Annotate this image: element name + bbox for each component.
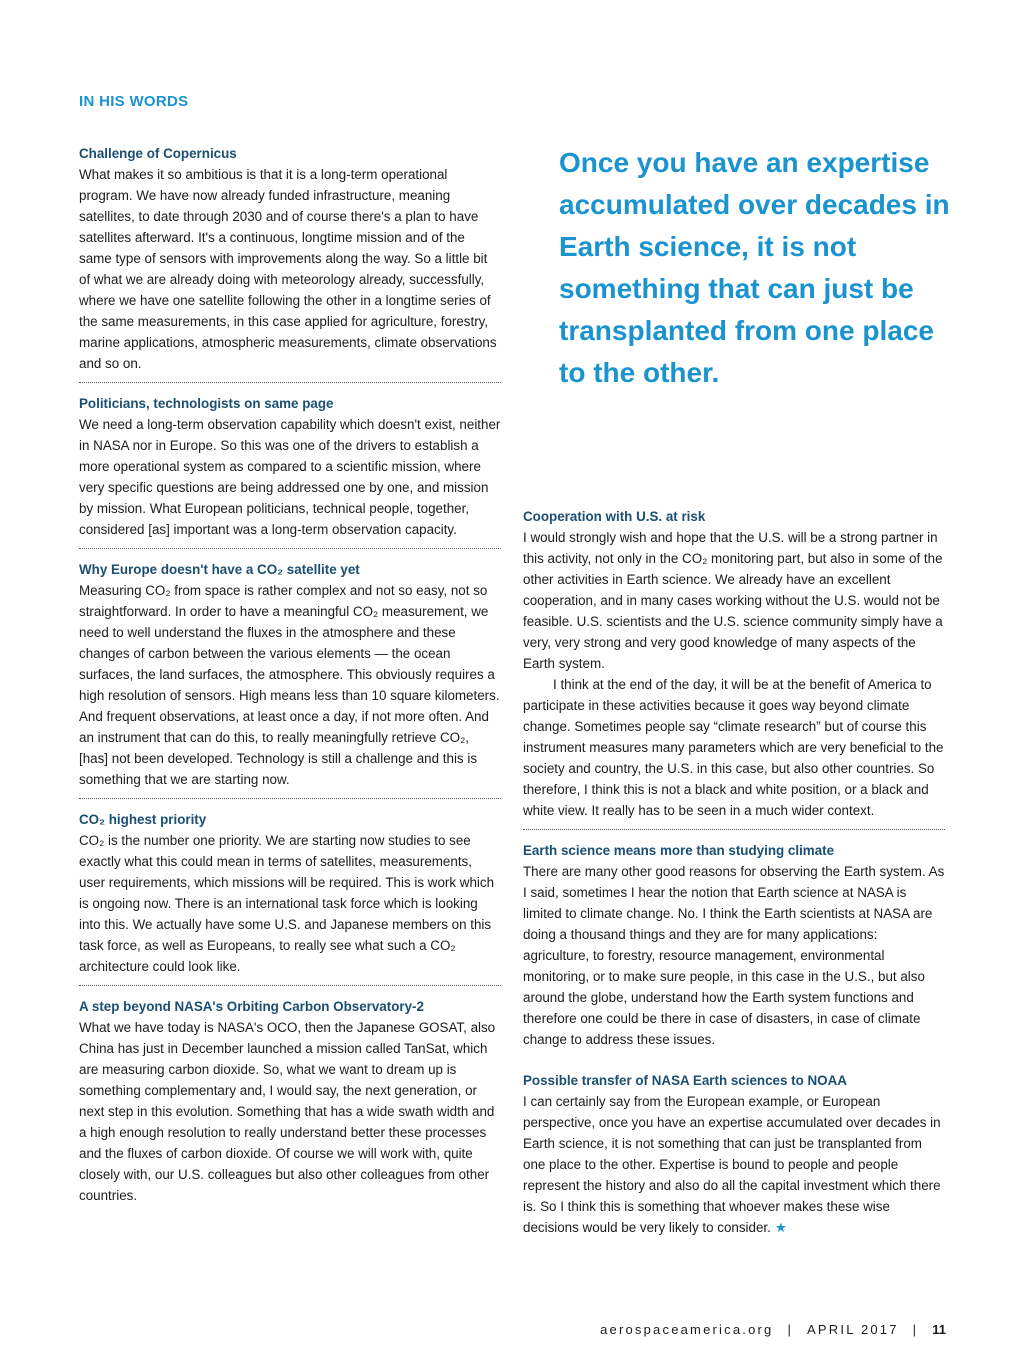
section-heading: Possible transfer of NASA Earth sciences to NOAA [523, 1073, 847, 1088]
article-section [79, 809, 501, 986]
article-section [523, 1070, 945, 1246]
footer-site: aerospaceamerica.org [600, 1322, 774, 1337]
section-heading: Why Europe doesn't have a CO₂ satellite yet [79, 562, 360, 577]
page-number: 11 [932, 1322, 946, 1337]
article-section [79, 143, 501, 383]
paragraph-text: I can certainly say from the European example, or European perspective, once you have an expertise accumulated over decades in Earth science, it is not something that can just be transplanted from one place to the other. Expertise is bound to people and people represent the history and also do all the capital investment which there is. So I think this is something that whoever makes these wise decisions would be very likely to consider. [523, 1094, 941, 1235]
end-mark-star-icon: ★ [774, 1220, 787, 1235]
section-paragraph: What we have today is NASA's OCO, then the Japanese GOSAT, also China has just in December launched a mission called TanSat, which are measuring carbon dioxide. So, what we want to dream up is something complementary and, I would say, the next generation, or next step in this evolution. Something that has a wide swath width and a high enough resolution to really understand better these processes and the fluxes of carbon dioxide. Of course we will work with, quite closely with, our U.S. colleagues but also other colleagues from other countries. [79, 1020, 496, 1203]
right-column [523, 506, 945, 1246]
section-paragraph: I would strongly wish and hope that the U.S. will be a strong partner in this activity, not only in the CO₂ monitoring part, but also in some of the other activities in Earth science. We already have an excellent cooperation, and in many cases working without the U.S. would not be feasible. U.S. scientists and the U.S. science community simply have a very, very strong and very good knowledge of many aspects of the Earth system. [523, 530, 943, 671]
section-paragraph: We need a long-term observation capability which doesn't exist, neither in NASA nor in Europe. So this was one of the drivers to establish a more operational system as compared to a scientific mission, where very specific questions are being addressed one by one, and mission by mission. What European politicians, technical people, together, considered [as] important was a long-term observation capacity. [79, 417, 501, 537]
section-heading: Challenge of Copernicus [79, 146, 237, 161]
article-section [523, 506, 945, 830]
section-heading: Earth science means more than studying climate [523, 843, 835, 858]
section-kicker: IN HIS WORDS [79, 93, 189, 110]
page-footer [600, 1322, 946, 1337]
left-column [79, 143, 501, 1214]
footer-separator: | [787, 1322, 794, 1337]
section-paragraph: I think at the end of the day, it will be at the benefit of America to participate in these activities because it goes way beyond climate change. Sometimes people say “climate research” but of course this instrument measures many parameters which are very beneficial to the society and country, the U.S. in this case, but also other countries. So therefore, I think this is not a black and white position, or a black and white view. It really has to be seen in a much wider context. [523, 677, 944, 818]
section-paragraph: Measuring CO₂ from space is rather complex and not so easy, not so straightforward. In order to have a meaningful CO₂ measurement, we need to well understand the fluxes in the atmosphere and these changes of carbon between the various elements — the ocean surfaces, the land surfaces, the atmosphere. This obviously requires a high resolution of sensors. High means less than 10 square kilometers. And frequent observations, at least once a day, if not more often. And an instrument that can do this, to really meaningfully retrieve CO₂, [has] not been developed. Technology is still a challenge and this is something that we are starting now. [79, 583, 500, 787]
article-section [79, 393, 501, 549]
section-paragraph: CO₂ is the number one priority. We are starting now studies to see exactly what this could mean in terms of satellites, measurements, user requirements, which missions will be required. This is work which is ongoing now. There is an international task force which is looking into this. We actually have some U.S. and Japanese members on this task force, as well as Europeans, to really see what such a CO₂ architecture could look like. [79, 833, 495, 974]
section-heading: CO₂ highest priority [79, 812, 207, 827]
article-section [523, 840, 945, 1058]
section-gap [523, 1058, 945, 1070]
article-section [79, 559, 501, 799]
section-heading: A step beyond NASA's Orbiting Carbon Observatory-2 [79, 999, 424, 1014]
section-paragraph: What makes it so ambitious is that it is a long-term operational program. We have now already funded infrastructure, meaning satellites, to date through 2030 and of course there's a plan to have satellites afterward. It's a continuous, longtime mission and of the same type of sensors with improvements along the way. So a little bit of what we are already doing with meteorology already, successfully, where we have one satellite following the other in a longtime series of the same measurements, in this case applied for agriculture, forestry, marine applications, atmospheric measurements, climate observations and so on. [79, 167, 497, 371]
section-heading: Politicians, technologists on same page [79, 396, 334, 411]
section-paragraph [523, 1091, 945, 1238]
footer-issue: APRIL 2017 [807, 1322, 899, 1337]
pull-quote: Once you have an expertise accumulated over decades in Earth science, it is not something that can just be transplanted from one place to the other. [559, 147, 950, 388]
section-heading: Cooperation with U.S. at risk [523, 509, 706, 524]
section-paragraph: There are many other good reasons for observing the Earth system. As I said, sometimes I hear the notion that Earth science at NASA is limited to climate change. No. I think the Earth scientists at NASA are doing a thousand things and they are for many applications: agriculture, to forestry, resource management, environmental monitoring, or to make sure people, in this case in the U.S., but also around the globe, understand how the Earth system functions and therefore one could be there in case of disasters, in case of climate change to address these issues. [523, 864, 945, 1047]
footer-separator: | [912, 1322, 919, 1337]
article-section [79, 996, 501, 1214]
